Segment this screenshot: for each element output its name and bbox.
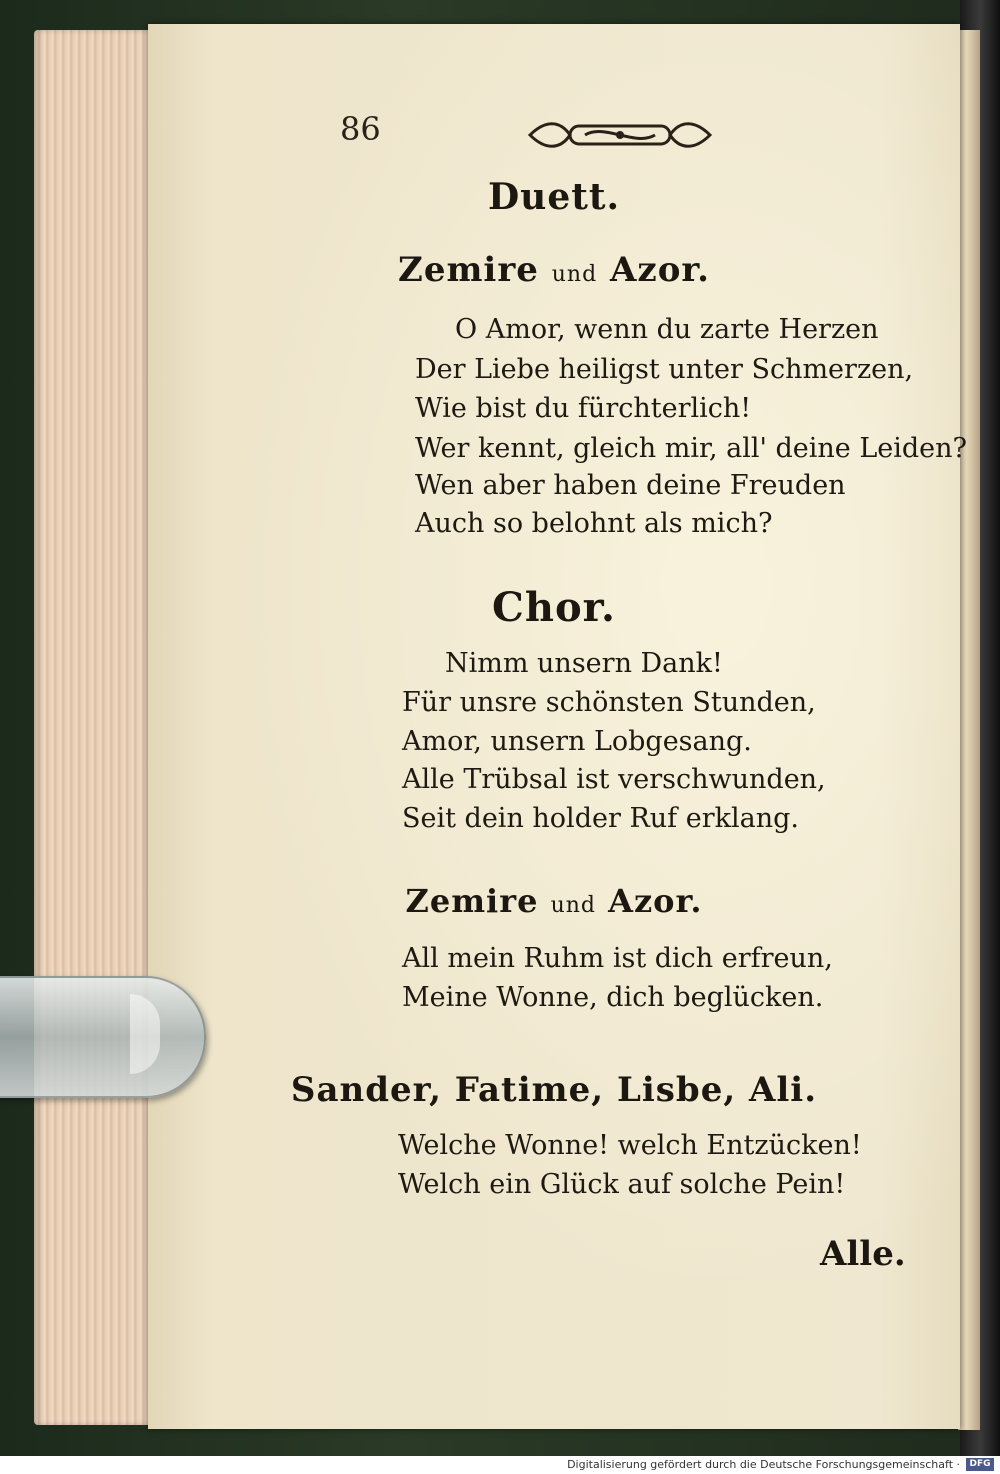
catchword: Alle. xyxy=(820,1234,906,1274)
verse-line: Für unsre schönsten Stunden, xyxy=(402,687,816,718)
verse-line: Auch so belohnt als mich? xyxy=(415,508,773,539)
speaker-name: Zemire xyxy=(398,250,539,290)
verse-line: Wer kennt, gleich mir, all' deine Leiden? xyxy=(415,433,968,464)
speaker-name: Azor. xyxy=(610,250,710,290)
verse-line: Meine Wonne, dich beglücken. xyxy=(402,982,824,1013)
verse-line: Nimm unsern Dank! xyxy=(445,648,723,679)
dfg-logo: DFG xyxy=(966,1458,994,1471)
speaker-conjunction: und xyxy=(551,262,598,287)
speaker-conjunction: und xyxy=(550,893,596,918)
verse-line: Welch ein Glück auf solche Pein! xyxy=(398,1169,846,1200)
verse-line: All mein Ruhm ist dich erfreun, xyxy=(402,943,833,974)
speaker-name: Zemire xyxy=(405,882,539,920)
verse-line: Seit dein holder Ruf erklang. xyxy=(402,803,799,834)
verse-line: O Amor, wenn du zarte Herzen xyxy=(455,314,879,345)
verse-line: Welche Wonne! welch Entzücken! xyxy=(398,1130,862,1161)
book-right-edge xyxy=(958,30,980,1430)
speaker-name: Azor. xyxy=(608,882,703,920)
speaker-heading xyxy=(148,250,960,290)
verse-line: Alle Trübsal ist verschwunden, xyxy=(402,764,826,795)
section-heading-chor: Chor. xyxy=(492,584,616,631)
verse-line: Der Liebe heiligst unter Schmerzen, xyxy=(415,354,914,385)
ornament-icon xyxy=(525,118,715,152)
scanner-clip xyxy=(0,976,206,1098)
digitization-credit: Digitalisierung gefördert durch die Deutsche Forschungsgemeinschaft · xyxy=(567,1458,960,1471)
page-number: 86 xyxy=(340,110,381,148)
book-page-edges xyxy=(34,30,164,1425)
verse-line: Wen aber haben deine Freuden xyxy=(415,470,846,501)
speaker-heading xyxy=(148,882,960,920)
speaker-heading: Sander, Fatime, Lisbe, Ali. xyxy=(290,1070,818,1110)
verse-line: Amor, unsern Lobgesang. xyxy=(402,726,752,757)
scanner-clip-highlight xyxy=(130,994,160,1074)
section-heading-duett: Duett. xyxy=(487,176,621,218)
verse-line: Wie bist du fürchterlich! xyxy=(415,393,752,424)
